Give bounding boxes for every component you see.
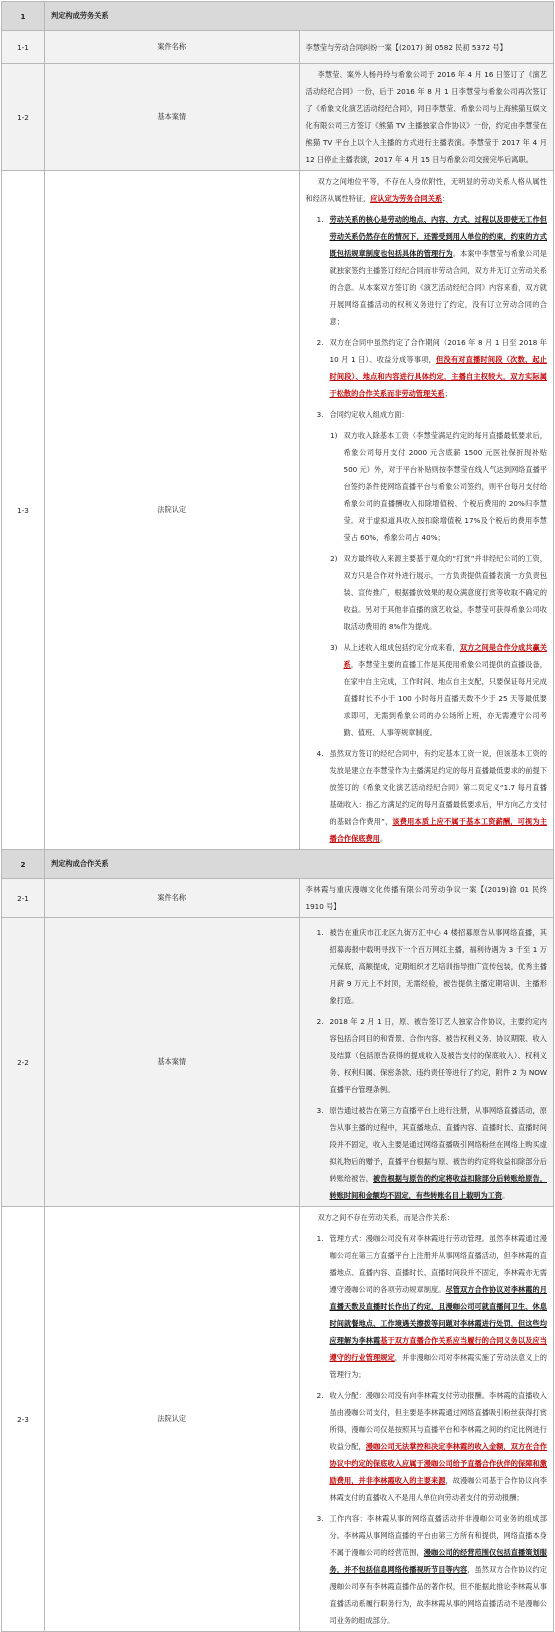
ruling-intro: 双方之间地位平等，不存在人身依附性，无明显的劳动关系人格从属性和经济从属性特征，应认定为劳务合同关系： (305, 177, 547, 203)
court-ruling-row (2, 1207, 554, 1632)
ruling-subpoint: 3) 从上述收入组成包括约定分成来看，双方之间是合作分成共赢关系，李慧莹主要的直播工作是其使用希象公司提供的直播设备，在家中自主完成，工作时间、地点自主支配，只要保证每月完成直播时长不小于 100 小时每月直播天数不少于 25 天等最低要求即可，无需到希象公司的办公场所上班，亦无需遵守公司考勤、值班、人事等规章制度。 (330, 643, 547, 737)
facts-point: 1. 被告在重庆市江北区九街万汇中心 4 楼招募原告从事网络直播，其招募海报中载明寻找下一个百万网红主播，福利待遇为 3 千至 1 万元保底，高额提成，定期组织才艺培训指导推广宣传包装，优秀主播月薪 9 万元上不封顶，无需经验，被告提供主播定期培训、主播形象打造。 (316, 928, 547, 1005)
ruling-point: 4. 虽然双方签订的经纪合同中，有约定基本工资一说，但该基本工资的发放是建立在李慧莹作为主播满足约定的每月直播最低要求的前提下放签订的《希象文化演艺活动经纪合同》第二页定义“1.7 每月直播基础收入：指乙方满足约定的每月直播最低要求后，甲方向乙方支付的基础合作费用”，该费用本质上应不属于基本工资薪酬，可视为主播合作保底费用。 (316, 749, 547, 843)
case-facts (299, 918, 554, 1207)
ruling-point: 2. 收入分配：漫咖公司没有向李林霞支付劳动报酬。李林霞的直播收入虽由漫咖公司支付，但主要是李林霞通过网络直播吸引粉丝获得打赏所得，漫咖公司仅是按照其与直播平台和李林霞之间的约定比例进行收益分配，漫咖公司无法掌控和决定李林霞的收入金额，双方在合作协议中约定的保底收入应属于漫咖公司给予直播合作伙伴的保障和激励费用，并非李林霞收入的主要来源，故漫咖公司基于合作协议向李林霞支付的直播收入不是用人单位向劳动者支付的劳动报酬； (316, 1391, 547, 1502)
case-name-row (2, 31, 554, 64)
ruling-subpoint: 1) 双方收入除基本工资（李慧莹满足约定的每月直播最低要求后，希象公司每月支付 2000 元含底薪 1500 元医社保折现补贴 500 元）外，对于平台补贴则按李慧莹在线人气达到网络直播平台签约条件使网络直播平台与希象公司签约，则平台每月支付给希象公司的直播酬收入扣除增值税、个税后费用的 20%归李慧莹。对于虚拟道具收入按扣除增值税 17%及个税后的费用李慧莹占 60%，希象公司占 40%； (330, 431, 547, 542)
row-label: 法院认定 (45, 171, 300, 850)
court-ruling (299, 171, 554, 850)
case-facts (299, 64, 554, 171)
row-label: 基本案情 (45, 918, 300, 1207)
row-label: 案件名称 (45, 31, 300, 64)
row-label: 案件名称 (45, 879, 300, 918)
ruling-point: 1. 管理方式：漫咖公司没有对李林霞进行劳动管理。虽然李林霞通过漫咖公司在第三方直播平台上注册并从事网络直播活动，但李林霞的直播地点、直播内容、直播时长、直播时间段并不固定，李林霞亦无需遵守漫咖公司的各项劳动规章制度。尽管双方合作协议对李林霞的月直播天数及直播时长作出了约定，且漫咖公司可就直播间卫生、休息时间就餐地点、工作境遇关擦拨等问题对李林霞进行处罚，但这些均应理解为李林霞基于双方直播合作关系应当履行的合同义务以及应当遵守的行业管理规定，并非漫咖公司对李林霞实施了劳动法意义上的管理行为； (316, 1234, 547, 1379)
case-facts-row (2, 918, 554, 1207)
section-header-1 (2, 2, 554, 31)
row-number: 1-1 (2, 31, 45, 64)
court-ruling-row (2, 171, 554, 850)
section-number: 2 (2, 850, 45, 879)
ruling-point: 3. 工作内容：李林霞从事的网络直播活动并非漫咖公司业务的组成部分。李林霞从事网络直播的平台由第三方所有和提供，网络直播本身不属于漫咖公司的经营范围，漫咖公司的经营范围仅包括直播策划服务，并不包括信息网络传播视听节目等内容，虽然双方合作协议约定漫咖公司享有李林霞直播作品的著作权，但不能据此推论李林霞从事直播活动系履行职务行为，故李林霞从事的网络直播活动不是漫咖公司业务的组成部分。 (316, 1514, 547, 1625)
section-header-2 (2, 850, 554, 879)
case-name: 李慧莹与劳动合同纠纷一案【(2017) 闽 0582 民初 5372 号】 (299, 31, 554, 64)
row-number: 2-1 (2, 879, 45, 918)
row-number: 2-2 (2, 918, 45, 1207)
case-comparison-table (1, 1, 554, 1632)
case-name-row (2, 879, 554, 918)
facts-paragraph: 李慧莹、案外人杨丹玲与希象公司于 2016 年 4 月 16 日签订了《演艺活动经纪合同》一份，后于 2016 年 8 月 1 日李慧莹与希象公司再次签订了《希象文化演艺活动经纪合同》，同日李慧莹、希象公司与上海熊猫互娱文化有限公司三方签订《熊猫 TV 主播独家合作协议》一份，约定由李慧莹在熊猫 TV 平台上以个人主播的方式进行主播表演。李慧莹于 2017 年 4 月 12 日停止主播表演，2017 年 4 月 15 日与希象公司交接完毕后离职。 (305, 70, 547, 164)
row-number: 1-3 (2, 171, 45, 850)
section-title: 判定构成劳务关系 (45, 2, 554, 31)
row-number: 1-2 (2, 64, 45, 171)
ruling-intro: 双方之间不存在劳动关系，而是合作关系： (317, 1213, 455, 1222)
case-facts-row (2, 64, 554, 171)
row-number: 2-3 (2, 1207, 45, 1632)
case-name: 李林霞与重庆漫咖文化传播有限公司劳动争议一案【(2019)渝 01 民终 1910 号】 (299, 879, 554, 918)
ruling-point: 2. 双方在合同中虽然约定了合作期间（2016 年 8 月 1 日至 2018 年 10 月 1 日）、收益分成等事项，但没有对直播时间段（次数、起止时间段）、地点和内容进行具体约定，主播自主权较大，双方实际属于松散的合作关系而非劳动管理关系； (316, 338, 547, 398)
ruling-point: 1. 劳动关系的核心是劳动的地点、内容、方式、过程以及即使无工作但劳动关系仍然存在的情况下，还需受到用人单位的约束，约束的方式既包括规章制度也包括具体的管理行为。本案中李慧莹与希象公司是就独家签约主播签订经纪合同而非劳动合同，双方并无订立劳动关系的合意。从本案双方签订的《演艺活动经纪合同》内容来看，双方就开展网络直播活动的权利义务进行了约定，没有订立劳动合同的合意； (316, 215, 547, 326)
row-label: 法院认定 (45, 1207, 300, 1632)
section-title: 判定构成合作关系 (45, 850, 554, 879)
facts-point: 3. 原告通过被告在第三方直播平台上进行注册，从事网络直播活动，原告从事主播的过程中，其直播地点、直播内容、直播时长、直播时间段并不固定，收入主要是通过网络直播吸引网络粉丝在网络上购买虚拟礼物后的赠予，直播平台根据与原、被告的约定将收益扣除部分后转账给被告，被告根据与原告的约定将收益扣除部分后转账给原告，转账时间和金额均不固定，有些转账名目上载明为工资。 (316, 1106, 547, 1200)
facts-point: 2. 2018 年 2 月 1 日，原、被告签订艺人独家合作协议，主要约定内容包括合同目的和背景、合作内容、被告权利义务、协议期限、收入及结算（包括原告获得的提成收入及被告支付的保底收入）、权利义务、权利归属、保密条款、违约责任等进行了约定，附件 2 为 NOW 直播平台管理条例。 (316, 1017, 547, 1094)
row-label: 基本案情 (45, 64, 300, 171)
ruling-subpoint: 2) 双方最终收入来源主要基于观众的“打赏”并非经纪公司的工资，双方只是合作对外进行展示，一方负责提供直播表演一方负责包装、宣传推广，根据播放效果的观众满意度打赏等收取不确定的收益。另对于其他非直播的演艺收益，李慧莹可获得希象公司收取活动费用的 8%作为提成。 (330, 554, 547, 631)
section-number: 1 (2, 2, 45, 31)
ruling-point: 3. 合同约定收入组成方面： (316, 410, 409, 419)
court-ruling (299, 1207, 554, 1632)
